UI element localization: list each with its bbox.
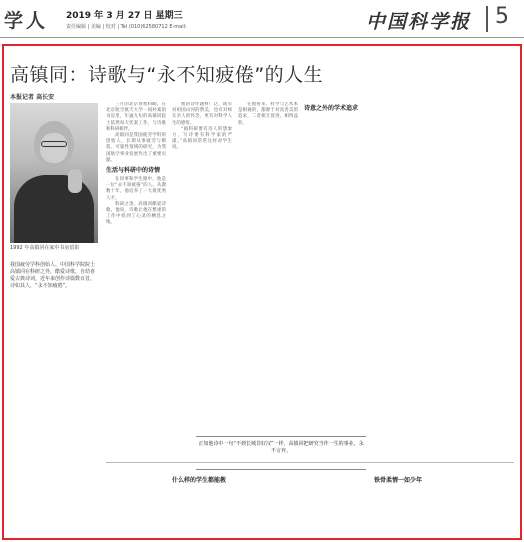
subhead: 生活与科研中的诗情	[106, 167, 161, 175]
photo-body	[14, 175, 94, 243]
paragraph: 高镇同是我国疲劳学科的创始人，长期从事疲劳与断裂、可靠性领域的研究，为我国航空事业发展作出了重要贡献。	[106, 133, 166, 163]
article-column-4	[304, 102, 366, 432]
lead-summary: 我国疲劳学科创始人、中国科学院院士高镇同在科研之外，酷爱诗歌，自幼喜爱古典诗词，近年来创作诗篇数百首，诗如其人，“永不知疲倦”。	[10, 262, 96, 289]
section-divider	[106, 462, 514, 463]
subhead: 铁骨柔情一如少年	[374, 477, 423, 484]
editor-info: 责任编辑 | 美编 | 校对 | Tel (010)62580712 E-mail:	[66, 24, 187, 30]
masthead-separator	[486, 6, 488, 32]
paragraph: 他的诗作题材广泛，既有对祖国山河的赞美，也有对师友亲人的怀念，更有对科学人生的感悟。	[172, 102, 232, 126]
masthead	[0, 0, 524, 42]
photo-face	[40, 133, 68, 163]
article-column-11	[374, 474, 440, 534]
article-column-8	[172, 474, 232, 534]
paragraph: 在同事和学生眼中，他是一位“永不知疲倦”的人。从教数十年，他培养了一大批优秀人才。	[106, 177, 166, 201]
article-column-5	[374, 102, 440, 458]
section-name: 学人	[4, 10, 49, 32]
newspaper-logo: 中国科学报	[366, 11, 472, 33]
photo-caption: 1992 年高镇同在家中书房留影	[10, 245, 80, 251]
article-column-7	[106, 468, 166, 534]
article-headline[interactable]: 高镇同：诗歌与“永不知疲倦”的人生	[10, 64, 324, 86]
photo-hand	[68, 169, 82, 193]
subhead: 诗意之外的学术追求	[304, 105, 359, 112]
article-column-10	[304, 474, 366, 534]
masthead-rule	[0, 37, 524, 38]
issue-date: 2019 年 3 月 27 日 星期三	[66, 11, 183, 21]
article-column-2	[172, 102, 232, 432]
paragraph: “搞科研要有诗人的想象力，写诗要有科学家的严谨。”高镇同常常这样对学生说。	[172, 126, 232, 151]
article-column-6	[446, 102, 516, 532]
photo-glasses	[41, 141, 67, 147]
article-column-1	[106, 102, 166, 458]
article-column-9	[238, 474, 298, 534]
pull-quote: 正如他诗中一句“不到长城非好汉”一样，高镇同把研究当作一生的事业，永不言弃。	[196, 436, 366, 470]
paragraph: 科研之余，高镇同酷爱诗歌。他说，诗歌让他在繁重的工作中找到了心灵的栖息之地。	[106, 201, 166, 226]
article-column-3	[238, 102, 298, 432]
portrait-photo[interactable]	[10, 103, 98, 243]
paragraph: 三月的北京春寒料峭，在北京航空航天大学一间朴素的书房里，年逾九旬的高镇同院士依然每天伏案工作，与诗歌和科研相伴。	[106, 102, 166, 132]
page-number: 5	[495, 4, 509, 29]
paragraph: 在他看来，科学与艺术本是相通的，都源于对真善美的追求，二者相互促进、相得益彰。	[238, 102, 298, 126]
article-byline: 本报记者 高长安	[10, 94, 55, 101]
subhead: 什么样的学生都能教	[172, 477, 227, 484]
